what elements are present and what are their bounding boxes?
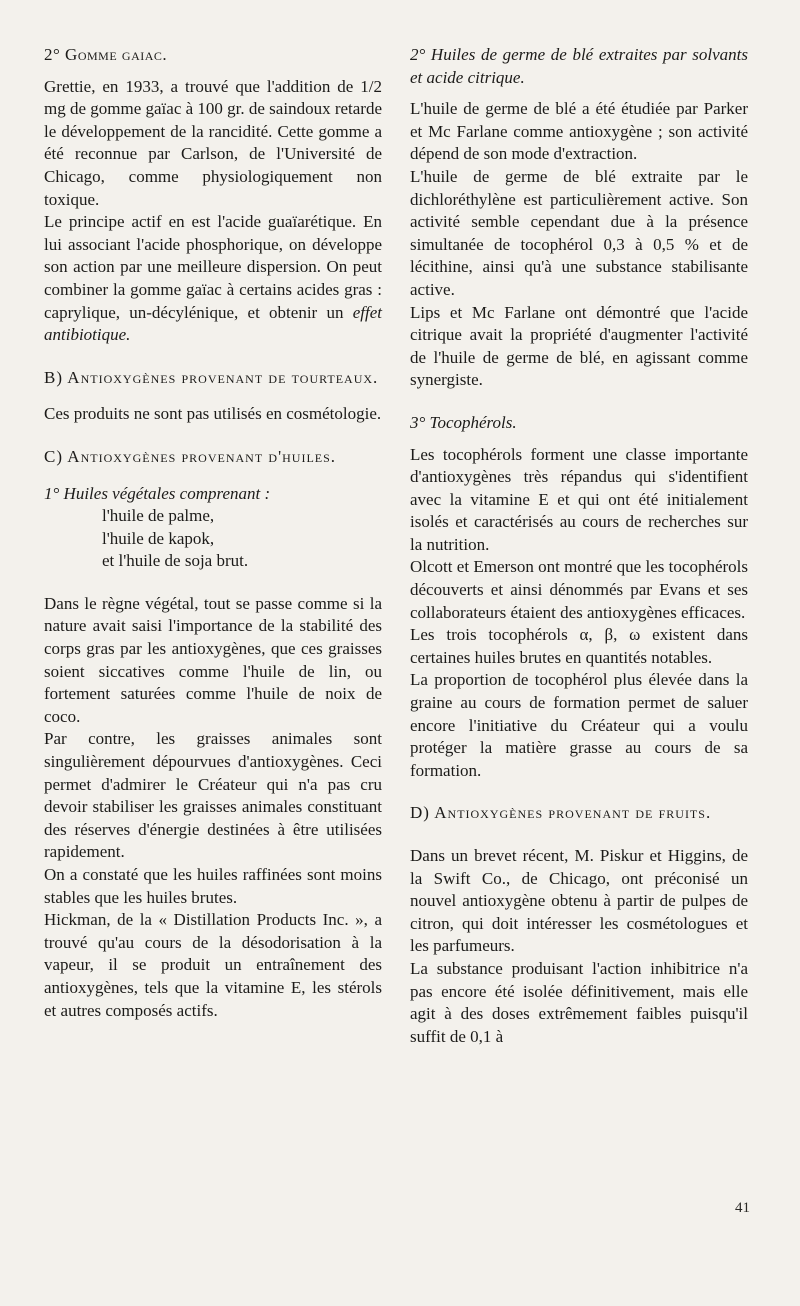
paragraph: Les tocophérols forment une classe importante d'antioxygènes très répandus qui s'identifient avec la vitamine E et qui ont été initialement isolés et caractérisés au cours de recherches sur la nutrition.	[410, 444, 748, 554]
subsection-heading-tocopherols: 3° Tocophérols.	[410, 412, 517, 432]
list-item: l'huile de palme,	[102, 506, 215, 526]
paragraph	[44, 211, 382, 347]
section-heading-b-tourteaux: B) Antioxygènes provenant de tourteaux.	[44, 367, 379, 387]
paragraph: Les trois tocophérols α, β, ω existent dans certaines huiles brutes en quantités notables.	[410, 625, 748, 667]
paragraph: On a constaté que les huiles raffinées sont moins stables que les huiles brutes.	[44, 865, 382, 907]
paragraph: Ces produits ne sont pas utilisés en cosmétologie.	[44, 404, 382, 424]
list-item: l'huile de kapok,	[102, 528, 215, 548]
italic-phrase: effet antibiotique.	[44, 302, 382, 345]
paragraph-text: Le principe actif en est l'acide guaïarétique. En lui associant l'acide phosphorique, on développe son action par une meilleure dispersion. On peut combiner la gomme gaïac à certains acides gras : caprylique, un-décylénique, et obtenir un	[44, 212, 382, 322]
paragraph: La proportion de tocophérol plus élevée dans la graine au cours de formation permet de saluer encore l'initiative du Créateur qui a voulu protéger la matière grasse au cours de sa formation.	[410, 670, 748, 780]
paragraph: Lips et Mc Farlane ont démontré que l'acide citrique avait la propriété d'augmenter l'activité de l'huile de germe de blé, en agissant comme synergiste.	[410, 302, 748, 390]
paragraph: L'huile de germe de blé a été étudiée par Parker et Mc Farlane comme antioxygène ; son activité dépend de son mode d'extraction.	[410, 99, 748, 164]
paragraph: Olcott et Emerson ont montré que les tocophérols découverts et ainsi dénommés par Evans et ses collaborateurs étaient des antioxygènes efficaces.	[410, 557, 748, 622]
subsection-heading-huiles-vegetales: 1° Huiles végétales comprenant :	[44, 483, 271, 503]
section-heading-c-huiles: C) Antioxygènes provenant d'huiles.	[44, 446, 337, 466]
paragraph: Dans un brevet récent, M. Piskur et Higgins, de la Swift Co., de Chicago, ont préconisé un nouvel antioxygène obtenu à partir de pulpes de citron, qui doit intéresser les cosmétologues et les parfumeurs.	[410, 846, 748, 956]
section-heading-gomme-gaiac: 2° Gomme gaiac.	[44, 45, 168, 64]
paragraph: Par contre, les graisses animales sont singulièrement dépourvues d'antioxygènes. Ceci permet d'admirer le Créateur qui n'a pas cru devoir stabiliser les graisses animales constituant des réserves d'énergie destinées à être utilisées rapidement.	[44, 729, 382, 862]
section-heading-d-fruits: D) Antioxygènes provenant de fruits.	[410, 803, 712, 823]
paragraph: L'huile de germe de blé extraite par le dichloréthylène est particulièrement active. Son activité semble cependant due à la présence simultanée de tocophérol 0,3 à 0,5 % et de lécithine, ainsi qu'à une substance stabilisante active.	[410, 166, 748, 299]
right-column	[410, 44, 748, 1048]
list-item: et l'huile de soja brut.	[102, 551, 249, 571]
page-number: 41	[735, 1200, 750, 1216]
subsection-heading-germe-de-ble: 2° Huiles de germe de blé extraites par solvants et acide citrique.	[410, 45, 748, 87]
paragraph: Dans le règne végétal, tout se passe comme si la nature avait saisi l'importance de la stabilité des corps gras par les antioxygènes, que ces graisses soient siccatives comme l'huile de lin, ou fortement saturées comme l'huile de noix de coco.	[44, 593, 382, 726]
paragraph: La substance produisant l'action inhibitrice n'a pas encore été isolée définitivement, mais elle agit à des doses extrêmement faibles puisqu'il suffit de 0,1 à	[410, 958, 748, 1046]
paragraph: Grettie, en 1933, a trouvé que l'addition de 1/2 mg de gomme gaïac à 100 gr. de saindoux retarde le développement de la rancidité. Cette gomme a été reconnue par Carlson, de l'Université de Chicago, comme physiologiquement non toxique.	[44, 76, 382, 209]
oil-list	[44, 505, 382, 573]
paragraph: Hickman, de la « Distillation Products Inc. », a trouvé qu'au cours de la désodorisation à la vapeur, il se produit un entraînement des antioxygènes, tels que la vitamine E, les stérols et autres composés actifs.	[44, 910, 382, 1020]
left-column	[44, 44, 382, 1022]
